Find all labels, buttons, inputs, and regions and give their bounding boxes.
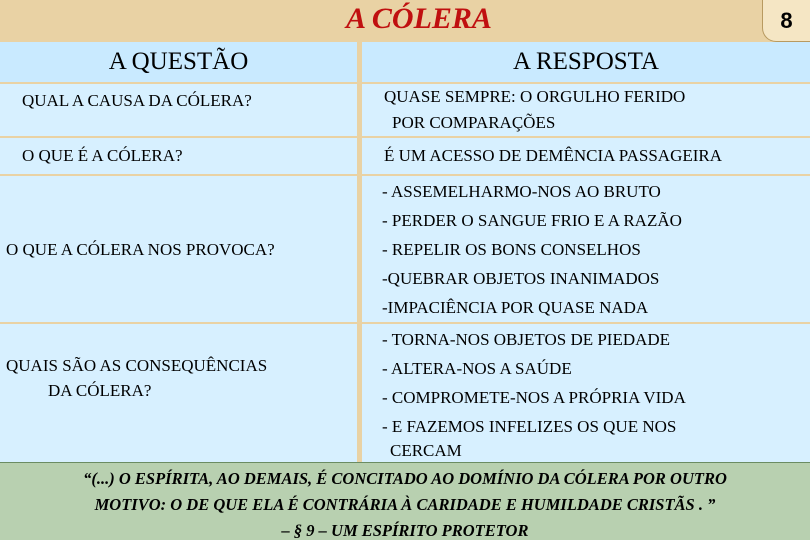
answer-text: -IMPACIÊNCIA POR QUASE NADA [382,298,649,317]
answer-text: É UM ACESSO DE DEMÊNCIA PASSAGEIRA [384,146,723,165]
answer-text: QUASE SEMPRE: O ORGULHO FERIDO [384,87,686,106]
question-text: QUAIS SÃO AS CONSEQUÊNCIAS [6,356,268,375]
question-text: O QUE É A CÓLERA? [22,146,183,165]
quote-attribution: – § 9 – UM ESPÍRITO PROTETOR [281,521,529,540]
answer-text: - REPELIR OS BONS CONSELHOS [382,240,641,259]
quote-line: “(...) O ESPÍRITA, AO DEMAIS, É CONCITADO AO DOMÍNIO DA CÓLERA POR OUTRO [83,469,727,488]
question-column-header: A QUESTÃO [0,42,357,82]
answer-text: CERCAM [390,441,462,460]
question-cell [0,138,357,174]
answer-cell [362,138,810,174]
answer-cell [362,324,810,462]
answer-column-header: A RESPOSTA [362,42,810,82]
answer-text: -QUEBRAR OBJETOS INANIMADOS [382,269,660,288]
answer-text: POR COMPARAÇÕES [392,113,556,132]
quote-line: MOTIVO: O DE QUE ELA É CONTRÁRIA À CARIDADE E HUMILDADE CRISTÃS . ” [94,495,716,514]
answer-text: - E FAZEMOS INFELIZES OS QUE NOS [382,417,677,436]
answer-text: - COMPROMETE-NOS A PRÓPRIA VIDA [382,388,686,407]
question-text: O QUE A CÓLERA NOS PROVOCA? [6,240,275,259]
question-cell [0,176,357,322]
answer-text: - TORNA-NOS OBJETOS DE PIEDADE [382,330,671,349]
answer-cell [362,84,810,136]
page-number: 8 [762,0,810,42]
quote-box [0,462,810,540]
answer-text: - PERDER O SANGUE FRIO E A RAZÃO [382,211,682,230]
question-cell [0,84,357,136]
question-cell [0,324,357,462]
answer-text: - ALTERA-NOS A SAÚDE [382,359,572,378]
slide-title: A CÓLERA [346,2,492,35]
answer-text: - ASSEMELHARMO-NOS AO BRUTO [382,182,661,201]
answer-cell [362,176,810,322]
question-text: QUAL A CAUSA DA CÓLERA? [22,91,252,110]
question-text: DA CÓLERA? [48,381,152,400]
